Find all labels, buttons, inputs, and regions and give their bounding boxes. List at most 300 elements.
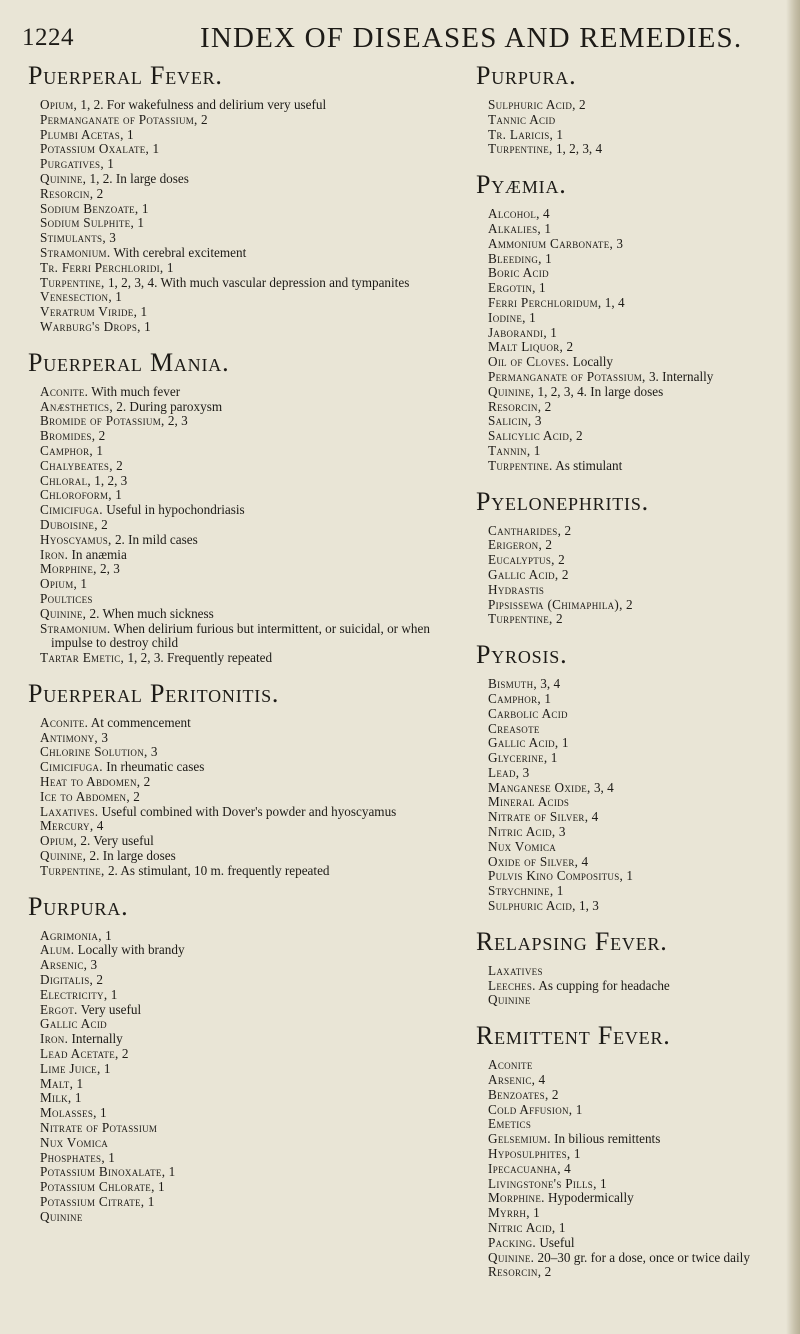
- remedy-note: 1: [138, 200, 149, 216]
- remedy-name: Iron.: [40, 1031, 69, 1047]
- remedy-entry: [40, 1062, 468, 1077]
- remedy-note: 1, 3: [575, 898, 599, 914]
- remedy-entry: [40, 1047, 468, 1062]
- remedy-name: Laxatives: [488, 962, 543, 978]
- remedy-entry: [488, 459, 794, 474]
- remedy-name: Quinine,: [488, 383, 535, 399]
- remedy-note: 3, 4: [537, 676, 561, 692]
- remedy-entry: [488, 1265, 794, 1280]
- remedy-name: Alkalies,: [488, 220, 542, 236]
- remedy-entry: [488, 1191, 794, 1206]
- section-heading-puerperal-peritonitis: Puerperal Peritonitis.: [28, 678, 280, 708]
- remedy-name: Resorcin,: [40, 185, 94, 201]
- remedy-entry: [40, 651, 468, 666]
- remedy-name: Permanganate of Potassium,: [488, 368, 646, 384]
- remedy-name: Livingstone's Pills,: [488, 1175, 597, 1191]
- remedy-note: 2: [558, 566, 569, 582]
- remedy-note: 2: [563, 339, 574, 355]
- remedy-entry: [40, 276, 468, 291]
- remedy-note: Useful combined with Dover's powder and hyoscyamus: [98, 803, 397, 819]
- remedy-entry: [488, 1103, 794, 1118]
- remedy-note: 2: [552, 611, 563, 627]
- remedy-entry: [40, 142, 468, 157]
- remedy-note: In anæmia: [68, 546, 127, 562]
- remedy-name: Alcohol,: [488, 206, 540, 222]
- remedy-name: Quinine,: [40, 605, 87, 621]
- remedy-entry: [40, 172, 468, 187]
- remedy-name: Carbolic Acid: [488, 705, 568, 721]
- remedy-name: Cimicifuga.: [40, 502, 103, 518]
- remedy-entry: [488, 113, 794, 128]
- remedy-note: 1, 2, 3, 4. In large doses: [534, 383, 664, 399]
- remedy-name: Bromide of Potassium,: [40, 413, 165, 429]
- remedy-name: Aconite: [488, 1057, 533, 1073]
- remedy-entry: [488, 1088, 794, 1103]
- remedy-note: 2: [93, 972, 103, 988]
- remedy-note: 1, 2, 3, 4: [552, 141, 603, 157]
- remedy-list: [40, 716, 468, 879]
- remedy-note: 2: [541, 1264, 552, 1280]
- remedy-note: 1: [541, 220, 551, 236]
- remedy-note: Internally: [68, 1031, 123, 1047]
- remedy-entry: [488, 524, 794, 539]
- remedy-entry: [488, 252, 794, 267]
- remedy-note: 4: [588, 809, 599, 825]
- remedy-name: Tartar Emetic,: [40, 650, 125, 666]
- remedy-entry: [488, 1162, 794, 1177]
- remedy-entry: [40, 943, 468, 958]
- remedy-name: Bleeding,: [488, 250, 542, 266]
- remedy-name: Milk,: [40, 1090, 72, 1106]
- remedy-note: 2: [197, 111, 208, 127]
- remedy-name: Stramonium.: [40, 620, 111, 636]
- remedy-entry: [40, 622, 468, 652]
- remedy-note: 1, 2. In large doses: [86, 170, 189, 186]
- remedy-name: Pulvis Kino Compositus,: [488, 868, 624, 884]
- remedy-name: Opium,: [40, 97, 78, 112]
- remedy-note: 1, 2. For wakefulness and delirium very useful: [77, 97, 327, 112]
- remedy-entry: [488, 751, 794, 766]
- remedy-note: When delirium furious but intermittent, or suicidal, or when impulse to destroy child: [51, 620, 430, 651]
- remedy-entry: [488, 583, 794, 598]
- remedy-entry: [40, 305, 468, 320]
- remedy-name: Lead Acetate,: [40, 1046, 119, 1062]
- remedy-name: Malt,: [40, 1075, 74, 1091]
- remedy-name: Anæsthetics,: [40, 398, 113, 414]
- remedy-name: Turpentine,: [488, 611, 553, 627]
- remedy-name: Quinine: [40, 1208, 83, 1224]
- remedy-note: 1: [535, 280, 546, 296]
- remedy-name: Bromides,: [40, 428, 96, 444]
- remedy-name: Oxide of Silver,: [488, 853, 579, 869]
- section-heading-purpura: Purpura.: [476, 61, 577, 90]
- remedy-name: Cantharides,: [488, 522, 562, 538]
- remedy-note: 4: [535, 1072, 546, 1088]
- remedy-entry: [488, 281, 794, 296]
- remedy-note: 2. As stimulant, 10 m. frequently repeated: [104, 862, 330, 878]
- section-heading-pyrosis: Pyrosis.: [476, 640, 568, 670]
- remedy-note: 1: [163, 259, 174, 275]
- remedy-name: Packing.: [488, 1234, 537, 1250]
- remedy-name: Tannic Acid: [488, 111, 556, 127]
- remedy-entry: [488, 1058, 794, 1073]
- remedy-note: As cupping for headache: [535, 977, 670, 993]
- remedy-entry: [488, 810, 794, 825]
- section-heading-puerperal-fever: Puerperal Fever.: [28, 61, 223, 90]
- remedy-list: [40, 98, 468, 335]
- right-column: [476, 62, 794, 1280]
- remedy-note: 1: [140, 318, 151, 334]
- remedy-note: 2: [140, 774, 151, 790]
- remedy-entry: [488, 979, 794, 994]
- remedy-note: 1, 4: [601, 294, 625, 310]
- remedy-name: Sulphuric Acid,: [488, 898, 576, 914]
- remedy-note: 2: [97, 516, 108, 532]
- remedy-note: 1: [103, 156, 114, 172]
- remedy-entry: [488, 722, 794, 737]
- remedy-note: 2. Very useful: [77, 833, 154, 849]
- remedy-entry: [488, 553, 794, 568]
- remedy-name: Quinine,: [40, 848, 87, 864]
- remedy-name: Glycerine,: [488, 750, 548, 766]
- remedy-name: Tr. Laricis,: [488, 126, 554, 142]
- remedy-entry: [488, 237, 794, 252]
- remedy-note: Useful: [536, 1234, 575, 1250]
- remedy-name: Strychnine,: [488, 883, 554, 899]
- remedy-entry: [40, 1195, 468, 1210]
- remedy-name: Molasses,: [40, 1105, 97, 1121]
- remedy-note: 1: [134, 215, 144, 231]
- remedy-name: Ammonium Carbonate,: [488, 235, 614, 251]
- remedy-list: [40, 929, 468, 1225]
- remedy-entry: [40, 474, 468, 489]
- remedy-note: As stimulant: [552, 457, 623, 473]
- remedy-note: 2: [575, 97, 586, 112]
- remedy-name: Iron.: [40, 546, 69, 562]
- remedy-name: Duboisine,: [40, 516, 98, 532]
- remedy-note: In rheumatic cases: [102, 759, 205, 775]
- remedy-name: Stimulants,: [40, 230, 106, 246]
- remedy-note: Hypodermically: [544, 1190, 634, 1206]
- remedy-note: 2: [572, 428, 583, 444]
- remedy-note: 1, 2, 3: [91, 472, 128, 488]
- remedy-entry: [40, 187, 468, 202]
- remedy-name: Permanganate of Potassium,: [40, 111, 198, 127]
- remedy-entry: [488, 855, 794, 870]
- remedy-list: [488, 207, 794, 473]
- remedy-name: Veratrum Viride,: [40, 304, 138, 320]
- section-heading-relapsing-fever: Relapsing Fever.: [476, 926, 668, 956]
- remedy-name: Phosphates,: [40, 1149, 105, 1165]
- remedy-entry: [488, 692, 794, 707]
- remedy-entry: [488, 128, 794, 143]
- remedy-note: 3, 4: [590, 779, 614, 795]
- remedy-name: Aconite.: [40, 714, 89, 730]
- remedy-name: Venesection,: [40, 289, 112, 305]
- remedy-note: 1: [541, 250, 552, 266]
- remedy-note: 2: [95, 428, 106, 444]
- remedy-note: 1, 2, 3, 4. With much vascular depression and tympanites: [104, 274, 410, 290]
- remedy-name: Stramonium.: [40, 244, 111, 260]
- remedy-entry: [40, 577, 468, 592]
- remedy-name: Hyoscyamus,: [40, 531, 112, 547]
- remedy-list: [488, 677, 794, 914]
- remedy-note: 1: [71, 1090, 82, 1106]
- remedy-note: 1: [555, 1220, 566, 1236]
- remedy-note: 1: [572, 1101, 583, 1117]
- remedy-name: Oil of Cloves.: [488, 354, 570, 370]
- remedy-entry: [488, 296, 794, 311]
- remedy-entry: [40, 1106, 468, 1121]
- remedy-entry: [488, 899, 794, 914]
- page-number: 1224: [22, 24, 74, 51]
- remedy-name: Iodine,: [488, 309, 526, 325]
- remedy-note: Locally: [569, 354, 613, 370]
- remedy-entry: [40, 98, 468, 113]
- remedy-note: 1: [165, 1164, 176, 1180]
- remedy-entry: [40, 760, 468, 775]
- remedy-name: Sodium Benzoate,: [40, 200, 139, 216]
- remedy-name: Leeches.: [488, 977, 536, 993]
- remedy-name: Sulphuric Acid,: [488, 97, 576, 112]
- remedy-entry: [40, 562, 468, 577]
- remedy-entry: [40, 216, 468, 231]
- page-header: [22, 18, 782, 58]
- remedy-name: Eucalyptus,: [488, 552, 555, 568]
- remedy-name: Turpentine,: [40, 274, 105, 290]
- remedy-name: Potassium Citrate,: [40, 1194, 145, 1209]
- remedy-note: 1: [93, 442, 103, 458]
- remedy-entry: [488, 414, 794, 429]
- remedy-note: 3: [105, 230, 116, 246]
- remedy-name: Cold Affusion,: [488, 1101, 573, 1117]
- remedy-name: Jaborandi,: [488, 324, 547, 340]
- remedy-entry: [488, 1177, 794, 1192]
- remedy-note: 2: [118, 1046, 129, 1062]
- remedy-entry: [488, 1236, 794, 1251]
- remedy-note: 1: [111, 289, 122, 305]
- remedy-name: Opium,: [40, 833, 78, 849]
- remedy-entry: [40, 790, 468, 805]
- remedy-name: Nux Vomica: [40, 1134, 109, 1150]
- remedy-note: 3. Internally: [645, 368, 714, 384]
- remedy-entry: [40, 731, 468, 746]
- remedy-name: Quinine: [488, 992, 531, 1008]
- remedy-note: With much fever: [88, 383, 181, 399]
- remedy-entry: [488, 142, 794, 157]
- remedy-note: 20–30 gr. for a dose, once or twice daily: [534, 1249, 750, 1265]
- remedy-name: Digitalis,: [40, 972, 94, 988]
- remedy-note: 3: [613, 235, 624, 251]
- remedy-name: Turpentine,: [40, 862, 105, 878]
- remedy-name: Erigeron,: [488, 537, 543, 553]
- remedy-name: Poultices: [40, 590, 93, 606]
- remedy-entry: [488, 825, 794, 840]
- remedy-name: Nitric Acid,: [488, 824, 556, 840]
- remedy-name: Gallic Acid,: [488, 735, 559, 751]
- remedy-entry: [40, 834, 468, 849]
- remedy-name: Salicylic Acid,: [488, 428, 573, 444]
- remedy-note: 1: [596, 1175, 607, 1191]
- remedy-note: In bilious remittents: [550, 1131, 661, 1147]
- remedy-entry: [40, 864, 468, 879]
- remedy-entry: [40, 246, 468, 261]
- remedy-entry: [40, 1017, 468, 1032]
- remedy-list: [40, 385, 468, 666]
- remedy-name: Alum.: [40, 942, 75, 958]
- remedy-name: Ergotin,: [488, 280, 536, 296]
- remedy-name: Morphine,: [40, 561, 97, 577]
- remedy-entry: [40, 1003, 468, 1018]
- remedy-entry: [40, 488, 468, 503]
- remedy-note: 1: [73, 1075, 84, 1091]
- remedy-list: [488, 524, 794, 628]
- remedy-entry: [40, 1121, 468, 1136]
- remedy-entry: [488, 1251, 794, 1266]
- remedy-name: Lead,: [488, 764, 520, 780]
- remedy-name: Nitrate of Potassium: [40, 1120, 158, 1136]
- remedy-note: 2: [554, 552, 565, 568]
- remedy-name: Heat to Abdomen,: [40, 774, 141, 790]
- remedy-note: 3: [87, 957, 98, 973]
- remedy-note: 2: [93, 185, 104, 201]
- remedy-name: Antimony,: [40, 729, 99, 745]
- remedy-entry: [488, 677, 794, 692]
- remedy-entry: [40, 385, 468, 400]
- remedy-entry: [40, 128, 468, 143]
- remedy-name: Opium,: [40, 576, 78, 592]
- remedy-entry: [488, 869, 794, 884]
- remedy-name: Salicin,: [488, 413, 532, 429]
- remedy-name: Hydrastis: [488, 581, 545, 597]
- remedy-entry: [488, 781, 794, 796]
- section-heading-puerperal-mania: Puerperal Mania.: [28, 347, 230, 377]
- remedy-name: Tr. Ferri Perchloridi,: [40, 259, 164, 275]
- remedy-name: Turpentine,: [488, 141, 553, 157]
- remedy-name: Chlorine Solution,: [40, 744, 148, 760]
- remedy-entry: [488, 370, 794, 385]
- remedy-note: 1: [77, 576, 88, 592]
- remedy-entry: [40, 400, 468, 415]
- remedy-entry: [40, 157, 468, 172]
- remedy-name: Purgatives,: [40, 156, 104, 172]
- remedy-name: Pipsissewa (Chimaphila),: [488, 596, 623, 612]
- remedy-entry: [40, 929, 468, 944]
- remedy-entry: [488, 444, 794, 459]
- remedy-entry: [488, 1117, 794, 1132]
- remedy-name: Arsenic,: [488, 1072, 536, 1088]
- remedy-note: 4: [560, 1160, 571, 1176]
- remedy-name: Warburg's Drops,: [40, 318, 141, 334]
- remedy-entry: [40, 592, 468, 607]
- remedy-entry: [40, 503, 468, 518]
- remedy-note: 1: [123, 126, 134, 142]
- remedy-name: Aconite.: [40, 383, 89, 399]
- remedy-entry: [40, 202, 468, 217]
- remedy-name: Bismuth,: [488, 676, 537, 692]
- remedy-entry: [488, 736, 794, 751]
- remedy-entry: [488, 568, 794, 583]
- remedy-entry: [488, 385, 794, 400]
- remedy-name: Morphine.: [488, 1190, 545, 1206]
- remedy-name: Ice to Abdomen,: [40, 788, 130, 804]
- remedy-note: 4: [578, 853, 589, 869]
- remedy-entry: [488, 207, 794, 222]
- section-heading-remittent-fever: Remittent Fever.: [476, 1021, 671, 1051]
- remedy-entry: [488, 355, 794, 370]
- remedy-note: 2: [541, 398, 552, 414]
- remedy-note: 2. In mild cases: [111, 531, 198, 547]
- remedy-note: 2: [542, 537, 552, 553]
- remedy-name: Camphor,: [40, 442, 94, 458]
- remedy-name: Agrimonia,: [40, 927, 102, 943]
- remedy-note: 3: [98, 729, 108, 745]
- remedy-entry: [40, 414, 468, 429]
- remedy-entry: [488, 993, 794, 1008]
- remedy-entry: [40, 320, 468, 335]
- remedy-entry: [40, 805, 468, 820]
- remedy-entry: [40, 958, 468, 973]
- remedy-entry: [40, 1136, 468, 1151]
- remedy-name: Potassium Oxalate,: [40, 141, 150, 157]
- remedy-entry: [488, 612, 794, 627]
- remedy-entry: [40, 1165, 468, 1180]
- remedy-name: Plumbi Acetas,: [40, 126, 124, 142]
- remedy-name: Gelsemium.: [488, 1131, 551, 1147]
- remedy-entry: [40, 988, 468, 1003]
- remedy-entry: [40, 775, 468, 790]
- remedy-entry: [488, 538, 794, 553]
- section-heading-purpura: Purpura.: [28, 891, 129, 921]
- remedy-entry: [488, 326, 794, 341]
- remedy-entry: [488, 98, 794, 113]
- left-column: [28, 62, 468, 1225]
- remedy-note: 2. During paroxysm: [112, 398, 223, 414]
- remedy-entry: [488, 1073, 794, 1088]
- remedy-entry: [40, 973, 468, 988]
- remedy-entry: [40, 745, 468, 760]
- remedy-entry: [488, 1221, 794, 1236]
- remedy-note: With cerebral excitement: [110, 244, 247, 260]
- remedy-name: Malt Liquor,: [488, 339, 564, 355]
- remedy-entry: [488, 1132, 794, 1147]
- remedy-name: Manganese Oxide,: [488, 779, 591, 795]
- remedy-note: 1: [558, 735, 569, 751]
- remedy-name: Electricity,: [40, 986, 108, 1002]
- remedy-entry: [488, 840, 794, 855]
- remedy-note: 1: [530, 442, 541, 458]
- remedy-name: Potassium Chlorate,: [40, 1179, 155, 1195]
- remedy-entry: [40, 1180, 468, 1195]
- remedy-name: Arsenic,: [40, 957, 88, 973]
- remedy-note: 2: [561, 522, 572, 538]
- section-heading-pyelonephritis: Pyelonephritis.: [476, 486, 649, 516]
- remedy-name: Nitrate of Silver,: [488, 809, 589, 825]
- remedy-name: Camphor,: [488, 690, 542, 706]
- remedy-note: 1: [101, 927, 112, 943]
- remedy-entry: [488, 311, 794, 326]
- remedy-note: 3: [531, 413, 542, 429]
- remedy-note: 1: [547, 750, 558, 766]
- remedy-entry: [488, 429, 794, 444]
- remedy-note: 1: [100, 1060, 111, 1076]
- remedy-name: Resorcin,: [488, 1264, 542, 1280]
- remedy-entry: [40, 716, 468, 731]
- remedy-name: Hyposulphites,: [488, 1146, 571, 1162]
- remedy-note: 1: [541, 690, 551, 706]
- remedy-note: 1: [144, 1194, 155, 1209]
- remedy-entry: [40, 459, 468, 474]
